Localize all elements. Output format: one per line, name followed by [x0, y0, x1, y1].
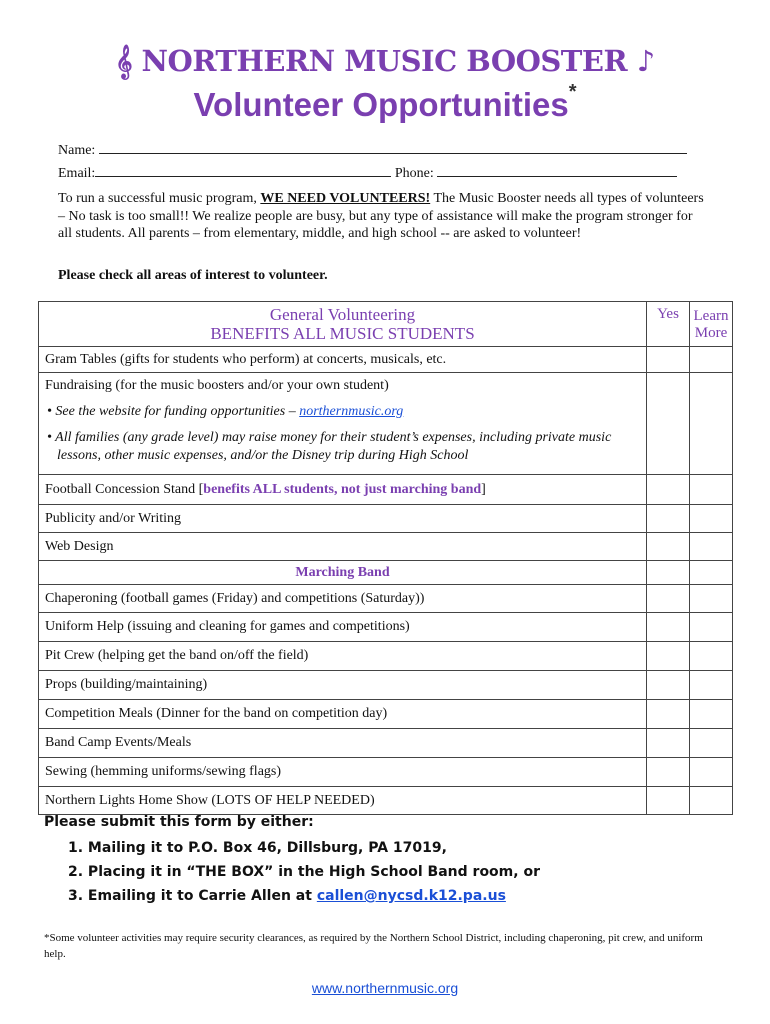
- subtitle-text: Volunteer Opportunities: [193, 86, 569, 123]
- table-row: [39, 505, 733, 533]
- volunteer-table: [38, 301, 733, 815]
- yes-cell: [647, 561, 690, 585]
- row-label: Northern Lights Home Show (LOTS OF HELP NEEDED): [39, 787, 647, 815]
- phone-label: Phone:: [394, 166, 434, 181]
- footer: [0, 980, 770, 996]
- football-close: ]: [481, 481, 486, 497]
- footnote: *Some volunteer activities may require security clearances, as required by the Northern School District, including chaperoning, pit crew, and uniform help.: [44, 932, 703, 960]
- name-row: [58, 141, 687, 159]
- learn-more-checkbox[interactable]: [690, 758, 733, 787]
- table-row: [39, 642, 733, 671]
- learn-more-checkbox[interactable]: [690, 533, 733, 561]
- table-row: [39, 373, 733, 475]
- row-label: Competition Meals (Dinner for the band on competition day): [39, 700, 647, 729]
- page-subtitle: [0, 81, 770, 124]
- row-label: Uniform Help (issuing and cleaning for games and competitions): [39, 613, 647, 642]
- table-row: [39, 700, 733, 729]
- yes-checkbox[interactable]: [647, 729, 690, 758]
- name-field[interactable]: [99, 141, 687, 154]
- learn-more-checkbox[interactable]: [690, 585, 733, 613]
- learn-more-checkbox[interactable]: [690, 613, 733, 642]
- page-title: 𝄞 NORTHERN MUSIC BOOSTER ♪: [115, 44, 655, 78]
- table-row: [39, 347, 733, 373]
- learn-more-checkbox[interactable]: [690, 787, 733, 815]
- asterisk-mark: *: [568, 81, 577, 103]
- yes-checkbox[interactable]: [647, 373, 690, 475]
- phone-field[interactable]: [437, 164, 677, 177]
- learn-more-checkbox[interactable]: [690, 671, 733, 700]
- row-label: Props (building/maintaining): [39, 671, 647, 700]
- table-row: [39, 729, 733, 758]
- row-label: Publicity and/or Writing: [39, 505, 647, 533]
- learn-more-checkbox[interactable]: [690, 347, 733, 373]
- row-label: Chaperoning (football games (Friday) and competitions (Saturday)): [39, 585, 647, 613]
- contact-row: [58, 164, 677, 182]
- submit-step-1: 1. Mailing it to P.O. Box 46, Dillsburg, PA 17019,: [68, 840, 447, 856]
- learn-more-checkbox[interactable]: [690, 729, 733, 758]
- learn-more-checkbox[interactable]: [690, 642, 733, 671]
- row-label: Pit Crew (helping get the band on/off the field): [39, 642, 647, 671]
- email-label: Email:: [58, 166, 96, 181]
- table-row: [39, 475, 733, 505]
- yes-checkbox[interactable]: [647, 671, 690, 700]
- step3-text: 3. Emailing it to Carrie Allen at: [68, 888, 317, 904]
- row-label: Band Camp Events/Meals: [39, 729, 647, 758]
- section-row: [39, 561, 733, 585]
- submit-step-2: 2. Placing it in “THE BOX” in the High School Band room, or: [68, 864, 540, 880]
- table-row: [39, 671, 733, 700]
- intro-paragraph: [58, 190, 708, 243]
- email-field[interactable]: [95, 164, 391, 177]
- yes-checkbox[interactable]: [647, 347, 690, 373]
- learn-more-checkbox[interactable]: [690, 373, 733, 475]
- table-row: [39, 585, 733, 613]
- footer-website-link[interactable]: www.northernmusic.org: [311, 980, 459, 996]
- intro-emphasis: WE NEED VOLUNTEERS!: [260, 191, 431, 206]
- table-row: [39, 533, 733, 561]
- table-row: [39, 787, 733, 815]
- yes-checkbox[interactable]: [647, 585, 690, 613]
- fundraising-cell: [39, 373, 647, 475]
- row-label: Gram Tables (gifts for students who perform) at concerts, musicals, etc.: [39, 347, 647, 373]
- yes-checkbox[interactable]: [647, 613, 690, 642]
- check-instruction: Please check all areas of interest to volunteer.: [58, 268, 328, 283]
- bullet-text: See the website for funding opportunities –: [55, 404, 300, 419]
- learn-more-cell: [690, 561, 733, 585]
- name-label: Name:: [58, 143, 96, 158]
- learn-label: Learn: [693, 308, 729, 324]
- yes-checkbox[interactable]: [647, 642, 690, 671]
- table-header-row: [39, 302, 733, 347]
- intro-lead: To run a successful music program,: [58, 191, 261, 206]
- list-item: • See the website for funding opportunities – northernmusic.org: [47, 404, 404, 419]
- marching-band-heading: Marching Band: [39, 561, 647, 585]
- yes-column-header: Yes: [647, 302, 690, 347]
- email-link[interactable]: callen@nycsd.k12.pa.us: [316, 888, 506, 904]
- football-text: Football Concession Stand [: [45, 481, 204, 497]
- row-label: Fundraising (for the music boosters and/or your own student): [45, 378, 389, 393]
- website-link[interactable]: northernmusic.org: [299, 404, 404, 419]
- learn-more-checkbox[interactable]: [690, 700, 733, 729]
- submit-step-3: [68, 888, 506, 904]
- table-header: [39, 302, 647, 347]
- yes-checkbox[interactable]: [647, 700, 690, 729]
- list-item: • All families (any grade level) may raise money for their student’s expenses, including private music lessons, other music expenses, and/or the Disney trip during High School: [47, 430, 612, 463]
- yes-checkbox[interactable]: [647, 758, 690, 787]
- more-label: More: [694, 325, 728, 341]
- row-label: Web Design: [39, 533, 647, 561]
- yes-checkbox[interactable]: [647, 533, 690, 561]
- table-row: [39, 613, 733, 642]
- learn-more-checkbox[interactable]: [690, 475, 733, 505]
- learn-more-checkbox[interactable]: [690, 505, 733, 533]
- bullet-text: All families (any grade level) may raise money for their student’s expenses, including private music lessons, other music expenses, and/or the Disney trip during High School: [55, 430, 612, 463]
- learn-more-column-header: [690, 302, 733, 347]
- table-row: [39, 758, 733, 787]
- yes-checkbox[interactable]: [647, 505, 690, 533]
- yes-checkbox[interactable]: [647, 787, 690, 815]
- row-label: [39, 475, 647, 505]
- intro-rest: The Music Booster needs all types of volunteers – No task is too small!! We realize people are busy, but any type of assistance will make the program stronger for all students. All parents – from elementary, middle, and high school -- are asked to volunteer!: [58, 191, 704, 241]
- header-subtitle: BENEFITS ALL MUSIC STUDENTS: [210, 324, 475, 343]
- submit-heading: Please submit this form by either:: [44, 814, 314, 830]
- row-label: Sewing (hemming uniforms/sewing flags): [39, 758, 647, 787]
- football-emphasis: benefits ALL students, not just marching band: [203, 481, 482, 497]
- header-title: General Volunteering: [269, 305, 416, 324]
- yes-checkbox[interactable]: [647, 475, 690, 505]
